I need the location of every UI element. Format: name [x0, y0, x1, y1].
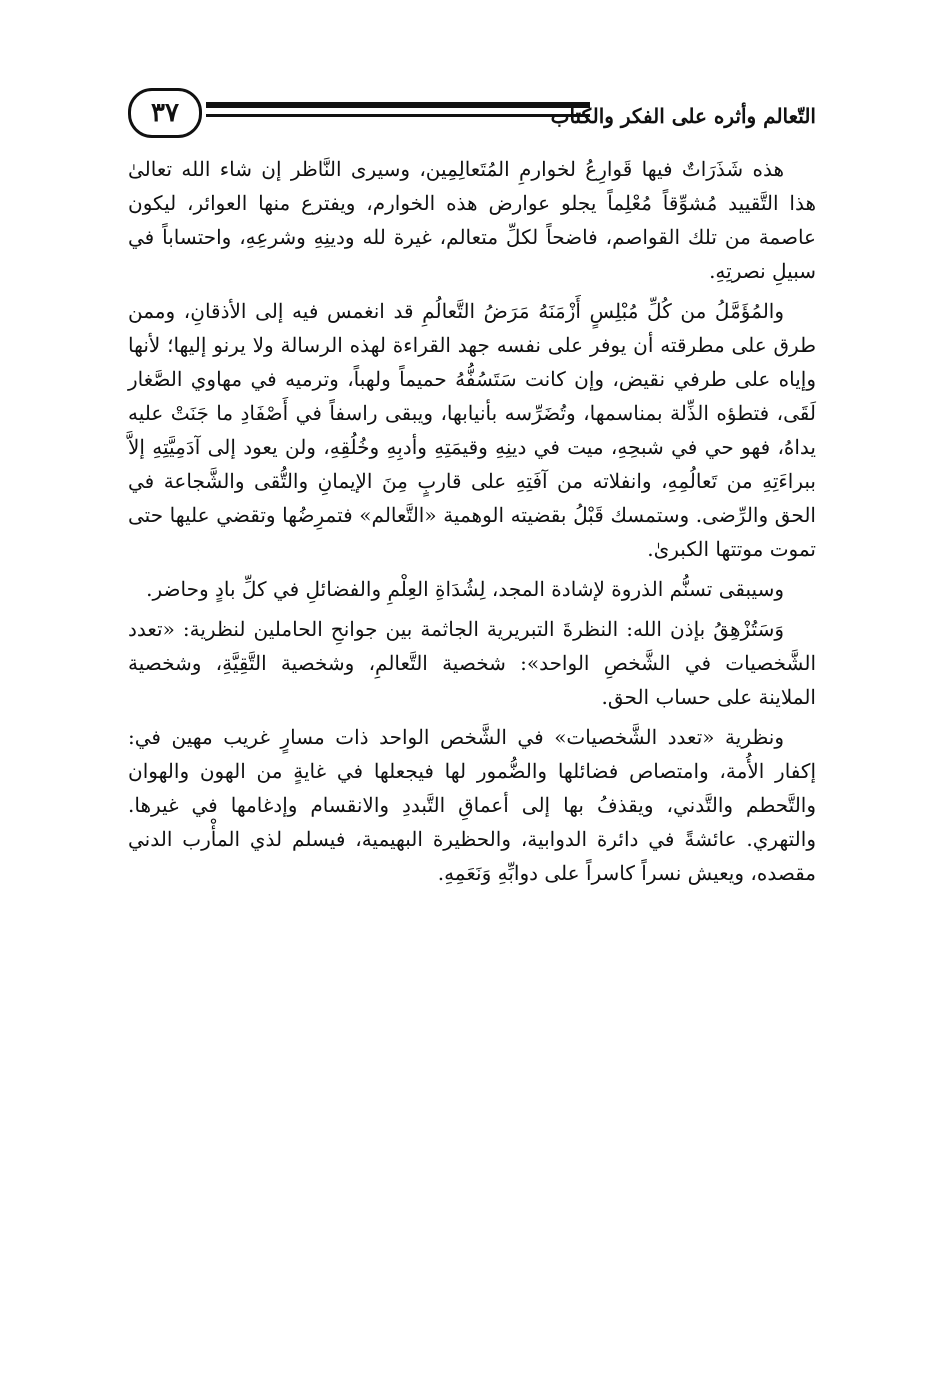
paragraph-3: وسيبقى تسنُّم الذروة لإشادة المجد، لِشُدَاةِ العِلْمِ والفضائلِ في كلِّ بادٍ وحاضر.	[146, 577, 784, 601]
page-header	[128, 82, 816, 146]
page-number-text: ٣٧	[151, 98, 179, 128]
body-text	[128, 152, 816, 896]
paragraph-5: ونظرية «تعدد الشَّخصيات» في الشَّخص الواحد ذات مسارٍ غريب مهين في: إكفار الأُمة، وامتصاص فضائلها والضُّمور لها فيجعلها في غايةٍ من الهون والهوان والتَّحطم والتَّدني، ويقذفُ بها إلى أعماقِ التَّبددِ والانقسام وإدغامها في غيرها. والتهري. عائشةً في دائرة الدوابية، والحظيرة البهيمية، فيسلم لذي المأْرب الدني مقصده، ويعيش نسراً كاسراً على دوابِّهِ وَنَعَمِهِ.	[128, 725, 816, 885]
paragraph-4: وَسَتُزْهِقُ بإذن الله: النظرةَ التبريرية الجاثمة بين جوانحِ الحاملين لنظرية: «تعدد الشَّخصيات في الشَّخصِ الواحد»: شخصية التَّعالمِ، وشخصية التَّقِيَّةِ، وشخصية الملاينة على حساب الحق.	[128, 617, 816, 709]
header-rule-thin	[206, 114, 590, 117]
paragraph-1: هذه شَذَرَاتٌ فيها قَوارِعُ لخوارمِ المُتَعالِمِين، وسيرى النَّاظر إن شاء الله تعالىٰ هذا التَّقييد مُشوِّقاً مُعْلِماً يجلو عوارض هذه الخوارم، ويفترع منها العوائر، ليكون عاصمة من تلك القواصم، فاضحاً لكلِّ متعالم، غيرة لله ودينِهِ وشرعِهِ، واحتساباً في سبيلِ نصرتِهِ.	[128, 157, 816, 283]
paragraph-2: والمُؤَمَّلُ من كُلِّ مُبْلِسٍ أَزْمَنَهُ مَرَضُ التَّعالُمِ قد انغمس فيه إلى الأذقانِ، وممن طرق على مطرقته أن يوفر على نفسه جهد القراءة لهذه الرسالة ولا يرنو إليها؛ لأنها وإياه على طرفي نقيض، وإن كانت سَتَسُفُّهُ حميماً ولهباً، وترميه في مهاوي الصَّغار لَقَى، فتطؤه الذِّلة بمناسمها، وتُضَرِّسه بأنيابها، ويبقى راسفاً في أَصْفَادِ ما جَنَتْ عليه يداهُ، فهو حي في شبحِهِ، ميت في دينِهِ وقيمَتِهِ وأدبِهِ وخُلُقِهِ، ولن يعود إلى آدَمِيَّتِهِ إلاَّ ببراءَتِهِ من تَعالُمِهِ، وانفلاته من آفَتِهِ على قاربٍ مِنَ الإيمانِ والتُّقى والشَّجاعة في الحق والرِّضى. وستمسك قَبْلُ بقضيته الوهمية «التَّعالم» فتمرِضُها وتقضي عليها حتى تموت موتتها الكبرىٰ.	[128, 299, 816, 561]
page-number	[128, 88, 202, 138]
header-rule	[206, 102, 590, 124]
header-rule-thick	[206, 102, 590, 108]
running-title: التّعالم وأثره على الفكر والكتاب	[550, 104, 816, 128]
